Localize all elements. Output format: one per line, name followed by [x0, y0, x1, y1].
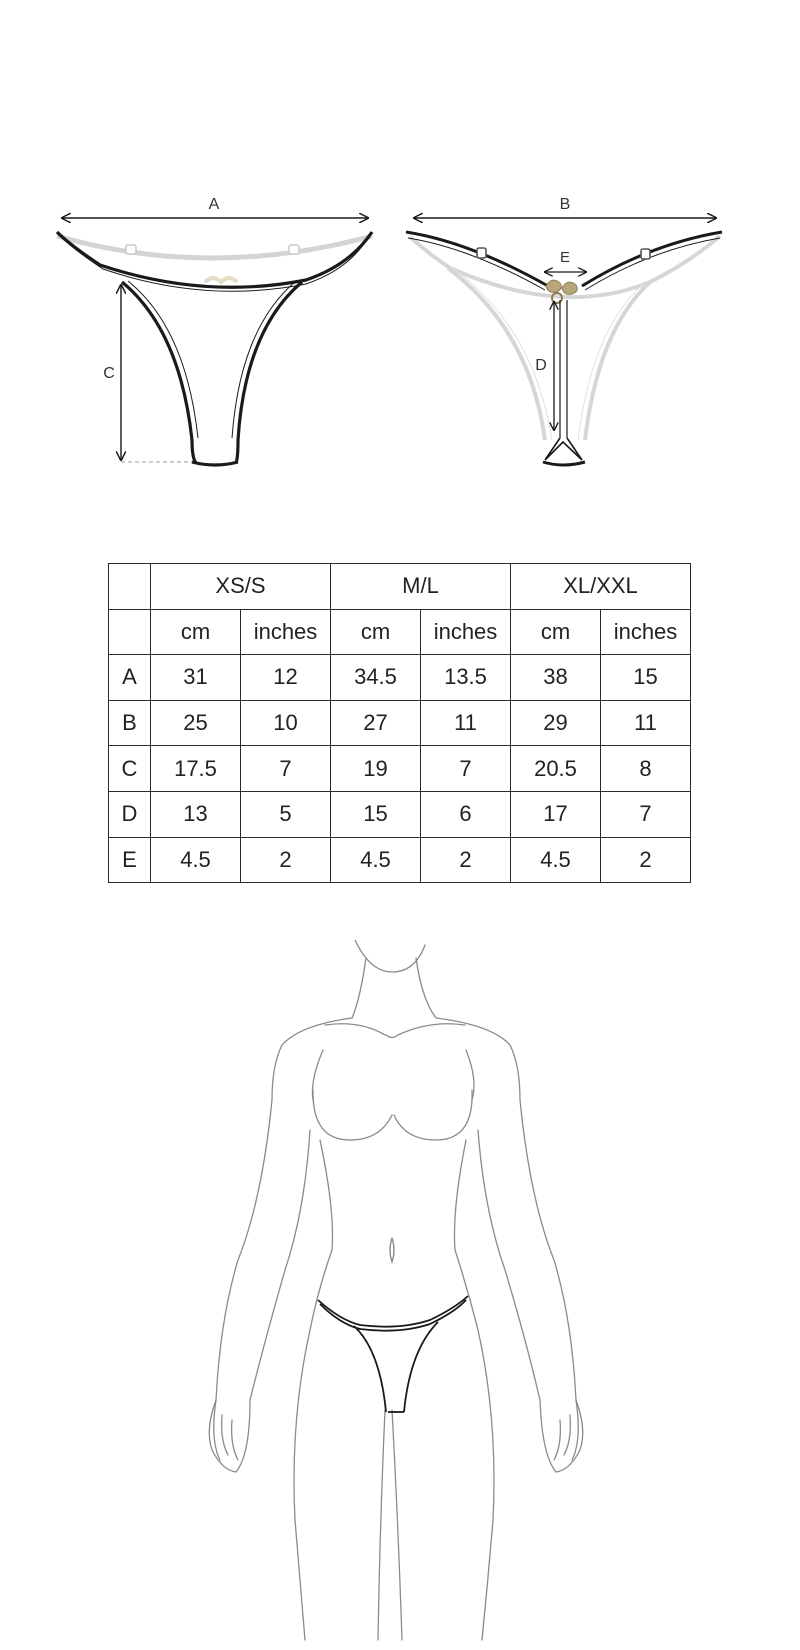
figure-breast-left: [313, 1090, 392, 1140]
corner-cell: [109, 609, 151, 655]
unit-header: inches: [601, 609, 691, 655]
back-slider-right: [641, 249, 650, 259]
table-row-b: [109, 700, 691, 746]
figure-navel: [390, 1238, 394, 1262]
size-chart-table: [108, 563, 691, 883]
back-y-join: [545, 438, 582, 460]
figure-clavicle-right: [398, 1024, 465, 1035]
front-right-leg-edge: [236, 282, 302, 463]
table-row-c: [109, 746, 691, 792]
figure-arm-left-inner: [250, 1130, 310, 1400]
table-cell: 25: [151, 700, 241, 746]
back-view-diagram: [406, 196, 722, 465]
figure-garment-leg-right: [404, 1322, 438, 1412]
figure-torso-right: [454, 1140, 478, 1330]
figure-arm-right-inner: [478, 1130, 540, 1400]
front-ghost-slider-right: [289, 245, 299, 254]
table-row-a: [109, 655, 691, 701]
table-cell: 4.5: [151, 837, 241, 883]
unit-header-row: [109, 609, 691, 655]
table-cell: 27: [331, 700, 421, 746]
dim-label-b: B: [559, 196, 571, 213]
figure-hand-left: [209, 1400, 250, 1472]
table-cell: 15: [331, 791, 421, 837]
figure-leg-right-inner: [392, 1410, 402, 1640]
front-view-diagram: [57, 196, 372, 465]
back-charm: [546, 280, 577, 303]
table-cell: 13: [151, 791, 241, 837]
table-cell: 20.5: [511, 746, 601, 792]
front-ghost-charm: [205, 278, 237, 282]
table-cell: 17.5: [151, 746, 241, 792]
unit-header: inches: [421, 609, 511, 655]
size-header-xl-xxl: XL/XXL: [511, 564, 691, 610]
figure-leg-left-outer: [294, 1330, 310, 1640]
table-cell: 2: [241, 837, 331, 883]
back-ghost-right-leg: [585, 282, 650, 440]
figure-arm-left-outer: [214, 1100, 272, 1460]
back-slider-left: [477, 248, 486, 258]
table-cell: 19: [331, 746, 421, 792]
unit-header: cm: [511, 609, 601, 655]
dim-label-c: C: [103, 365, 115, 382]
table-cell: 10: [241, 700, 331, 746]
table-cell: 8: [601, 746, 691, 792]
dim-label-a: A: [208, 196, 220, 213]
figure-hand-right: [540, 1400, 583, 1472]
table-cell: 12: [241, 655, 331, 701]
dim-label-d: D: [535, 357, 547, 374]
figure-leg-right-outer: [478, 1330, 494, 1640]
table-cell: 38: [511, 655, 601, 701]
back-strap-right: [582, 232, 722, 286]
figure-torso-left: [310, 1140, 333, 1330]
front-gusset-edge: [192, 462, 238, 465]
front-ghost-slider-left: [126, 245, 136, 254]
table-cell: 4.5: [331, 837, 421, 883]
table-cell: 31: [151, 655, 241, 701]
table-cell: 15: [601, 655, 691, 701]
table-cell: 2: [421, 837, 511, 883]
figure-garment-waistband: [318, 1296, 468, 1327]
table-cell: 7: [241, 746, 331, 792]
table-row-d: [109, 791, 691, 837]
table-cell: 29: [511, 700, 601, 746]
row-label: A: [109, 655, 151, 701]
figure-neck-right: [416, 958, 436, 1018]
figure-chin: [355, 940, 425, 972]
row-label: E: [109, 837, 151, 883]
unit-header: cm: [151, 609, 241, 655]
row-label: B: [109, 700, 151, 746]
table-cell: 11: [601, 700, 691, 746]
table-cell: 34.5: [331, 655, 421, 701]
table-cell: 13.5: [421, 655, 511, 701]
front-ghost-band: [57, 236, 372, 258]
figure-breast-right: [394, 1090, 472, 1140]
table-row-e: [109, 837, 691, 883]
back-gusset-edge: [543, 462, 585, 465]
table-cell: 7: [601, 791, 691, 837]
unit-header: inches: [241, 609, 331, 655]
figure-clavicle-left: [325, 1024, 385, 1035]
table-cell: 2: [601, 837, 691, 883]
size-header-m-l: M/L: [331, 564, 511, 610]
table-cell: 6: [421, 791, 511, 837]
table-cell: 4.5: [511, 837, 601, 883]
figure-arm-right-outer: [520, 1100, 578, 1460]
figure-shoulder-right: [436, 1018, 520, 1100]
figure-leg-left-inner: [378, 1410, 385, 1640]
figure-neck-left: [352, 958, 366, 1018]
row-label: C: [109, 746, 151, 792]
table-cell: 17: [511, 791, 601, 837]
figure-garment-leg-left: [354, 1326, 386, 1412]
table-cell: 5: [241, 791, 331, 837]
dim-label-e: E: [559, 249, 571, 266]
figure-garment: [318, 1296, 468, 1412]
garment-diagrams: [0, 0, 800, 520]
unit-header: cm: [331, 609, 421, 655]
row-label: D: [109, 791, 151, 837]
size-header-row: [109, 564, 691, 610]
corner-cell: [109, 564, 151, 610]
table-cell: 7: [421, 746, 511, 792]
body-figure-illustration: [0, 940, 800, 1650]
table-cell: 11: [421, 700, 511, 746]
size-header-xs-s: XS/S: [151, 564, 331, 610]
